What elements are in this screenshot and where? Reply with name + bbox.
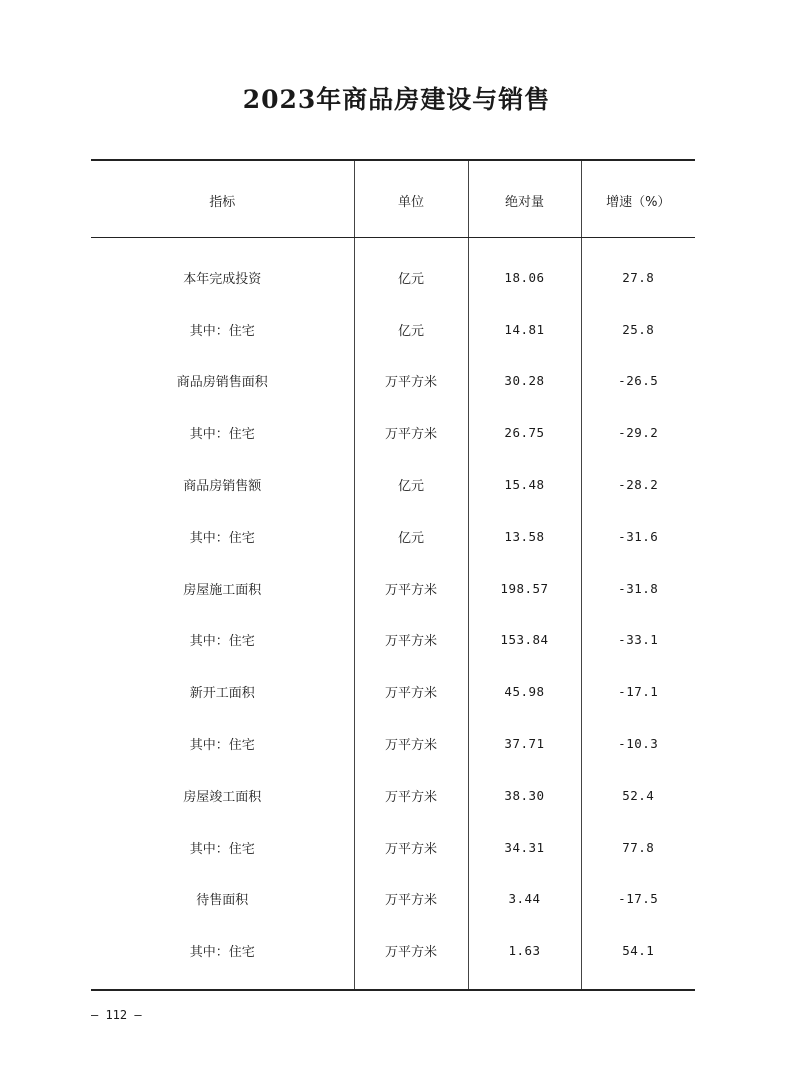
cell-indicator: 新开工面积: [189, 686, 255, 702]
cell-absolute: 15.48: [468, 459, 581, 511]
table-row: [91, 355, 695, 407]
page-title: 2023年商品房建设与销售: [242, 85, 551, 114]
cell-indicator: 房屋施工面积: [183, 582, 262, 598]
table-row: [91, 666, 695, 718]
statistics-table: [91, 159, 695, 991]
cell-absolute: 3.44: [468, 873, 581, 925]
table-row: [91, 510, 695, 562]
cell-growth: 52.4: [581, 769, 695, 821]
cell-unit: 万平方米: [354, 407, 468, 459]
cell-indicator: 本年完成投资: [183, 271, 262, 287]
table-row: [91, 821, 695, 873]
cell-growth: -26.5: [581, 355, 695, 407]
cell-absolute: 34.31: [468, 821, 581, 873]
cell-indicator: 其中：住宅: [189, 841, 255, 857]
cell-indicator: 其中：住宅: [189, 323, 255, 339]
cell-growth: -31.8: [581, 562, 695, 614]
cell-absolute: 18.06: [468, 252, 581, 304]
cell-absolute: 37.71: [468, 718, 581, 770]
cell-unit: 万平方米: [354, 873, 468, 925]
cell-growth: 25.8: [581, 303, 695, 355]
cell-unit: 万平方米: [354, 666, 468, 718]
cell-growth: -31.6: [581, 510, 695, 562]
cell-absolute: 30.28: [468, 355, 581, 407]
page-number: – 112 –: [91, 1008, 142, 1022]
table-row: [91, 407, 695, 459]
header-growth: 增速（%）: [581, 160, 695, 237]
cell-growth: 27.8: [581, 252, 695, 304]
cell-absolute: 38.30: [468, 769, 581, 821]
cell-unit: 亿元: [354, 510, 468, 562]
cell-unit: 亿元: [354, 252, 468, 304]
cell-absolute: 13.58: [468, 510, 581, 562]
table-row: [91, 873, 695, 925]
cell-unit: 万平方米: [354, 614, 468, 666]
header-absolute: 绝对量: [468, 160, 581, 237]
cell-growth: -29.2: [581, 407, 695, 459]
cell-growth: -17.5: [581, 873, 695, 925]
cell-growth: 54.1: [581, 925, 695, 977]
cell-indicator: 待售面积: [196, 893, 249, 909]
cell-growth: -10.3: [581, 718, 695, 770]
table-row: [91, 303, 695, 355]
cell-growth: 77.8: [581, 821, 695, 873]
statistics-table-container: [91, 159, 695, 991]
table-row: [91, 252, 695, 304]
cell-absolute: 45.98: [468, 666, 581, 718]
cell-unit: 万平方米: [354, 562, 468, 614]
cell-unit: 万平方米: [354, 718, 468, 770]
cell-unit: 万平方米: [354, 925, 468, 977]
cell-absolute: 153.84: [468, 614, 581, 666]
table-header-row: [91, 160, 695, 237]
cell-indicator: 商品房销售额: [183, 479, 262, 495]
table-row: [91, 718, 695, 770]
cell-absolute: 26.75: [468, 407, 581, 459]
cell-indicator: 其中：住宅: [189, 738, 255, 754]
table-row: [91, 769, 695, 821]
cell-absolute: 14.81: [468, 303, 581, 355]
cell-unit: 万平方米: [354, 821, 468, 873]
header-indicator: 指标: [91, 160, 354, 237]
cell-growth: -17.1: [581, 666, 695, 718]
header-unit: 单位: [354, 160, 468, 237]
table-row: [91, 562, 695, 614]
cell-unit: 万平方米: [354, 355, 468, 407]
cell-indicator: 商品房销售面积: [176, 375, 268, 391]
table-row: [91, 614, 695, 666]
cell-indicator: 其中：住宅: [189, 427, 255, 443]
cell-indicator: 其中：住宅: [189, 634, 255, 650]
cell-absolute: 198.57: [468, 562, 581, 614]
cell-unit: 亿元: [354, 459, 468, 511]
cell-growth: -28.2: [581, 459, 695, 511]
cell-growth: -33.1: [581, 614, 695, 666]
cell-indicator: 房屋竣工面积: [183, 789, 262, 805]
cell-absolute: 1.63: [468, 925, 581, 977]
table-row: [91, 925, 695, 977]
cell-indicator: 其中：住宅: [189, 945, 255, 961]
table-row: [91, 459, 695, 511]
cell-indicator: 其中：住宅: [189, 530, 255, 546]
cell-unit: 亿元: [354, 303, 468, 355]
cell-unit: 万平方米: [354, 769, 468, 821]
